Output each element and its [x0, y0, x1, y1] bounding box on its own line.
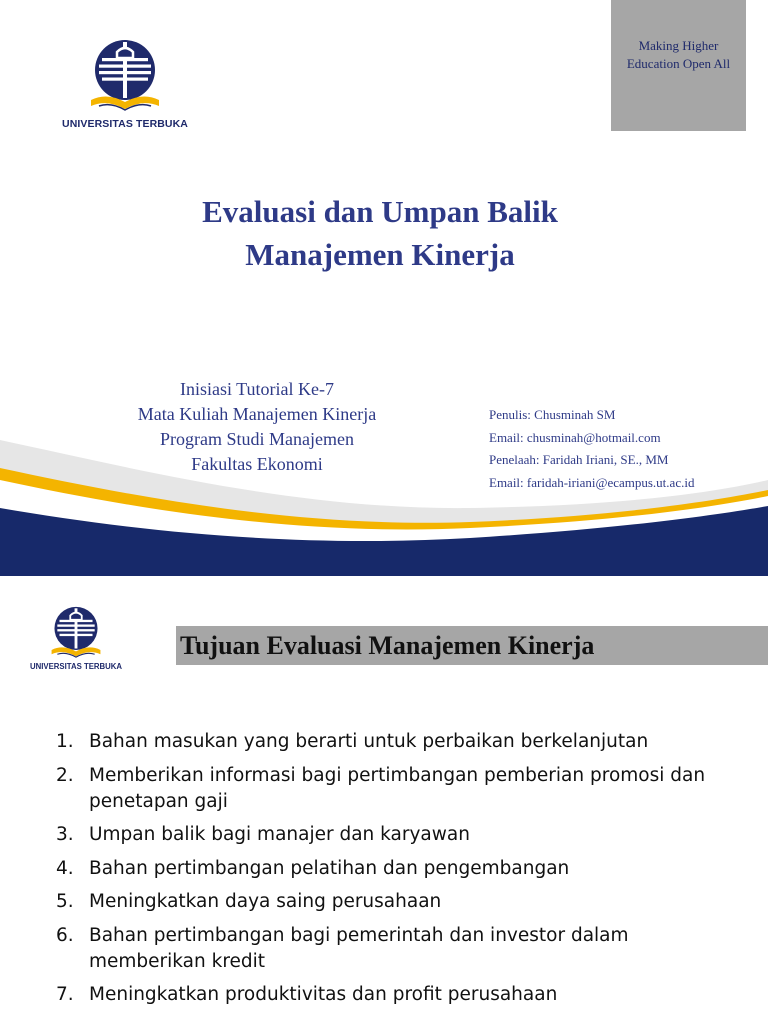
course-line: Mata Kuliah Manajemen Kinerja: [137, 404, 377, 424]
credits: [489, 404, 694, 494]
item-number: 3.: [56, 824, 74, 845]
list-item: [56, 982, 746, 1008]
author-email: Email: chusminah@hotmail.com: [489, 429, 661, 445]
item-number: 1.: [56, 731, 74, 752]
ut-logo: [28, 604, 124, 676]
item-text: Memberikan informasi bagi pertimbangan pemberian promosi dan penetapan gaji: [89, 764, 706, 812]
item-text: Meningkatkan daya saing perusahaan: [89, 891, 442, 912]
list-item: [56, 923, 746, 975]
list-item: [56, 889, 746, 915]
section-title: Tujuan Evaluasi Manajemen Kinerja: [180, 631, 595, 660]
logo-wordmark: UNIVERSITAS TERBUKA: [29, 662, 123, 671]
goals-list: [56, 729, 746, 1016]
reviewer-line: Penelaah: Faridah Iriani, SE., MM: [489, 452, 669, 467]
list-item: [56, 822, 746, 848]
section-title-bar: [176, 626, 768, 665]
tagline-box: [611, 0, 746, 131]
course-line: Fakultas Ekonomi: [191, 454, 323, 474]
item-text: Umpan balik bagi manajer dan karyawan: [89, 824, 470, 845]
item-number: 6.: [56, 924, 74, 946]
author-line: Penulis: Chusminah SM: [489, 407, 616, 422]
ut-emblem-icon: [50, 604, 102, 660]
content-slide: [0, 576, 768, 1024]
course-line: Program Studi Manajemen: [160, 429, 354, 449]
list-item: [56, 763, 746, 815]
list-item: [56, 856, 746, 882]
item-number: 4.: [56, 857, 74, 879]
item-text: Bahan pertimbangan bagi pemerintah dan investor dalam memberikan kredit: [89, 924, 629, 972]
ut-emblem-icon: [89, 36, 161, 114]
item-text: Bahan pertimbangan pelatihan dan pengembangan: [89, 857, 570, 879]
slide-title-line1: Evaluasi dan Umpan Balik: [202, 194, 558, 229]
list-item: [56, 729, 746, 755]
course-line: Inisiasi Tutorial Ke-7: [179, 379, 334, 399]
item-number: 7.: [56, 984, 74, 1005]
ut-logo: [60, 36, 190, 132]
item-number: 5.: [56, 891, 74, 912]
logo-wordmark: UNIVERSITAS TERBUKA: [62, 118, 188, 130]
item-number: 2.: [56, 764, 74, 786]
tagline: Making Higher Education Open All: [626, 38, 731, 71]
reviewer-email: Email: faridah-iriani@ecampus.ut.ac.id: [489, 474, 695, 490]
item-text: Meningkatkan produktivitas dan profit perusahaan: [89, 984, 558, 1005]
slide-title-line2: Manajemen Kinerja: [245, 237, 515, 272]
item-text: Bahan masukan yang berarti untuk perbaikan berkelanjutan: [89, 731, 649, 752]
